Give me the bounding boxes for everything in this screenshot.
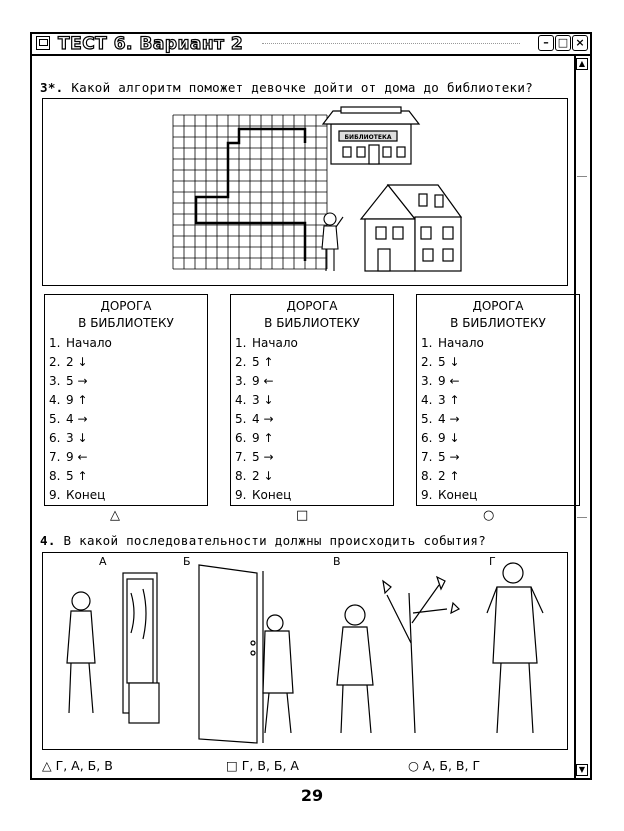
route-step: 7. 5 → (235, 450, 274, 464)
question-4 (40, 533, 486, 548)
panel-label-v: В (333, 555, 341, 568)
route-header: В БИБЛИОТЕКУ (264, 316, 360, 330)
content-area (40, 58, 570, 778)
maximize-icon[interactable]: □ (555, 35, 571, 51)
route-step: 6. 9 ↑ (235, 431, 274, 445)
route-step: 4. 3 ↑ (421, 393, 460, 407)
route-step: 3. 5 → (49, 374, 88, 388)
route-step: 1. Начало (235, 336, 298, 350)
sequence-illustration (42, 552, 568, 750)
grid-map-image (43, 99, 567, 285)
route-option-triangle (44, 294, 208, 506)
route-header: В БИБЛИОТЕКУ (78, 316, 174, 330)
route-step: 4. 3 ↓ (235, 393, 274, 407)
route-step: 5. 4 → (421, 412, 460, 426)
title-bar (32, 34, 590, 56)
question-3-text: Какой алгоритм поможет девочке дойти от дома до библиотеки? (71, 80, 534, 95)
route-step: 7. 9 ← (49, 450, 88, 464)
route-step: 9. Конец (421, 488, 478, 502)
house-icon (361, 185, 461, 271)
window-menu-icon[interactable] (36, 36, 50, 50)
answer-square-marker[interactable]: □ (296, 508, 309, 523)
route-header: ДОРОГА (472, 299, 524, 313)
window-title: ТЕСТ 6. Вариант 2 (58, 34, 244, 54)
tree-scene-icon (337, 577, 459, 733)
girl-figure-icon (322, 213, 343, 271)
minimize-icon[interactable]: – (538, 35, 554, 51)
sequence-scenes-image (43, 553, 567, 749)
answer-text: А, Б, В, Г (422, 758, 481, 773)
route-header: В БИБЛИОТЕКУ (450, 316, 546, 330)
square-icon: □ (226, 758, 238, 773)
answer-text: Г, А, Б, В (55, 758, 113, 773)
route-step: 5. 4 → (235, 412, 274, 426)
library-building-icon (323, 107, 419, 164)
answer-triangle-marker[interactable]: △ (110, 508, 120, 523)
route-step: 9. Конец (49, 488, 106, 502)
page-number: 29 (300, 786, 324, 805)
close-icon[interactable]: × (572, 35, 588, 51)
route-option-circle (416, 294, 580, 506)
route-step: 9. Конец (235, 488, 292, 502)
door-scene-icon (199, 565, 293, 743)
route-step: 3. 9 ← (421, 374, 460, 388)
route-step: 7. 5 → (421, 450, 460, 464)
triangle-icon: △ (42, 758, 52, 773)
route-header: ДОРОГА (100, 299, 152, 313)
test-window (30, 32, 592, 780)
svg-text:БИБЛИОТЕКА: БИБЛИОТЕКА (344, 134, 392, 141)
route-step: 8. 5 ↑ (49, 469, 88, 483)
boy-standing-icon (487, 563, 543, 733)
question-4-text: В какой последовательности должны происходить события? (63, 533, 487, 548)
answer-option-square[interactable] (226, 758, 299, 773)
boy-dressing-icon (67, 573, 159, 723)
route-header: ДОРОГА (286, 299, 338, 313)
panel-label-a: А (99, 555, 107, 568)
answer-option-circle[interactable] (408, 758, 480, 773)
panel-label-g: Г (489, 555, 496, 568)
route-option-square (230, 294, 394, 506)
route-step: 2. 2 ↓ (49, 355, 88, 369)
route-step: 6. 3 ↓ (49, 431, 88, 445)
circle-icon: ○ (408, 758, 419, 773)
route-step: 3. 9 ← (235, 374, 274, 388)
scroll-down-icon[interactable]: ▼ (576, 764, 588, 776)
route-step: 4. 9 ↑ (49, 393, 88, 407)
map-illustration (42, 98, 568, 286)
route-step: 6. 9 ↓ (421, 431, 460, 445)
route-step: 8. 2 ↓ (235, 469, 274, 483)
question-4-number: 4. (40, 533, 56, 548)
route-step: 5. 4 → (49, 412, 88, 426)
route-step: 8. 2 ↑ (421, 469, 460, 483)
route-step: 1. Начало (49, 336, 112, 350)
route-step: 2. 5 ↑ (235, 355, 274, 369)
answer-circle-marker[interactable]: ○ (483, 508, 495, 523)
scroll-up-icon[interactable]: ▲ (576, 58, 588, 70)
answer-text: Г, В, Б, А (241, 758, 299, 773)
panel-label-b: Б (183, 555, 191, 568)
window-controls (538, 35, 588, 51)
route-step: 2. 5 ↓ (421, 355, 460, 369)
title-bar-divider (262, 43, 520, 44)
question-3-number: 3*. (40, 80, 64, 95)
answer-option-triangle[interactable] (42, 758, 113, 773)
question-3 (40, 80, 533, 95)
route-step: 1. Начало (421, 336, 484, 350)
